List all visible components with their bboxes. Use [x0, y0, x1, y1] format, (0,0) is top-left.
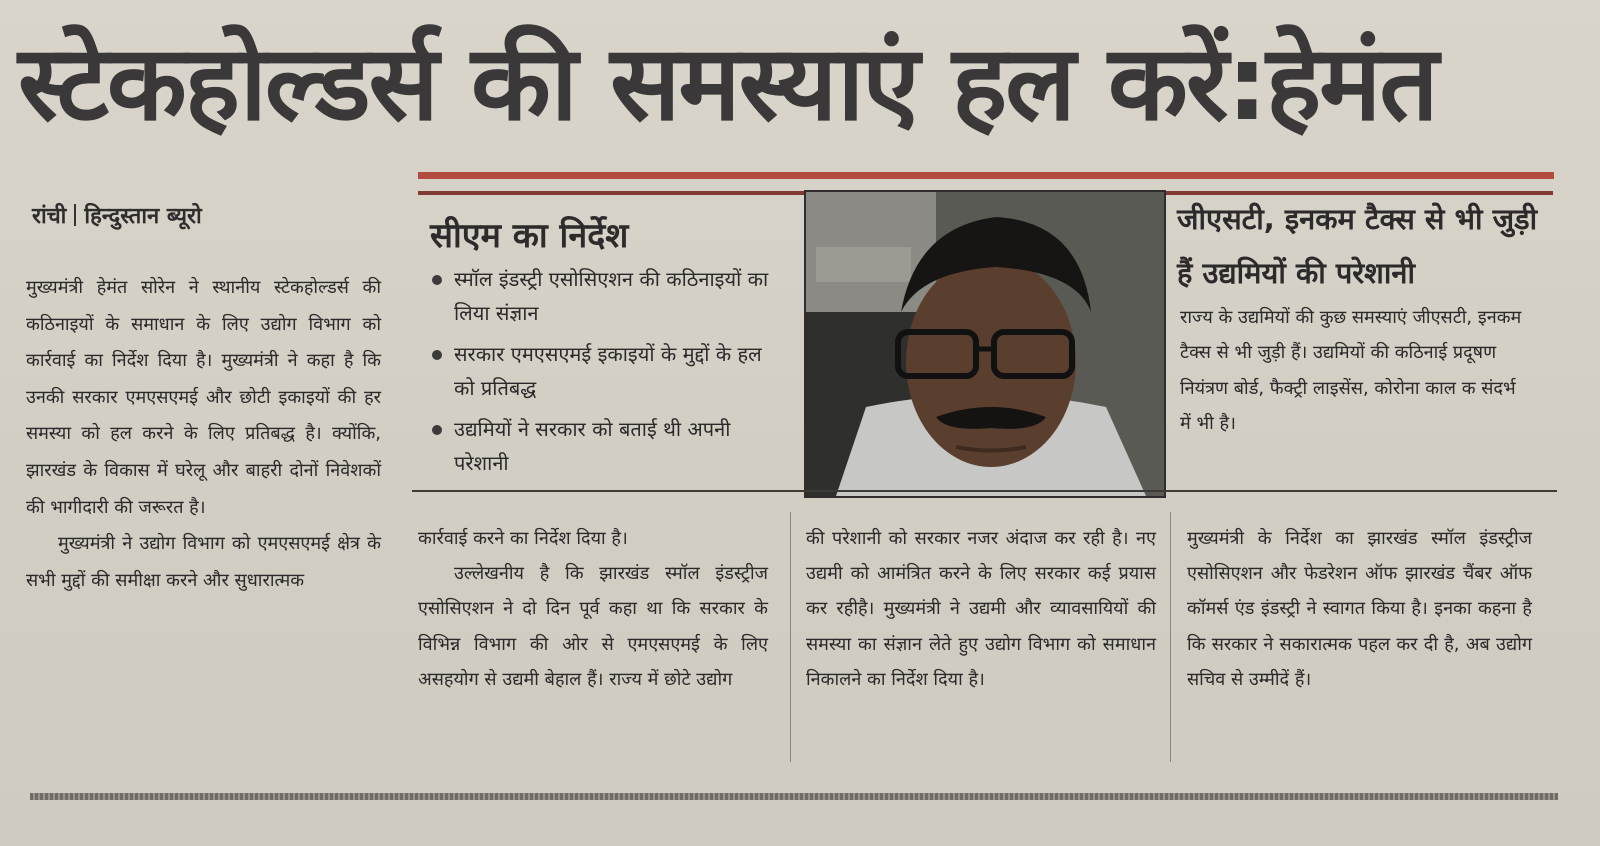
section-divider: [412, 490, 1557, 492]
highlight-item: [428, 412, 778, 480]
col1-paragraph-1: मुख्यमंत्री हेमंत सोरेन ने स्थानीय स्टेकहोल्डर्स की कठिनाइयों के समाधान के लिए उद्योग विभाग को कार्रवाई का निर्देश दिया है। मुख्यमंत्री ने कहा है कि उनकी सरकार एमएसएमई और छोटी इकाइयों की हर समस्या को हल करने के लिए प्रतिबद्ध है। क्योंकि, झारखंड के विकास में घरेलू और बाहरी दोनों निवेशकों की भागीदारी की जरूरत है।: [26, 277, 381, 518]
byline: [32, 200, 202, 234]
highlights-list: [428, 262, 778, 487]
col4-paragraph-1: मुख्यमंत्री के निर्देश का झारखंड स्मॉल इंडस्ट्रीज एसोसिएशन और फेडरेशन ऑफ झारखंड चैंबर ऑफ कॉमर्स एंड इंडस्ट्री ने स्वागत किया है। इनका कहना है कि सरकार ने सकारात्मक पहल कर दी है, अब उद्योग सचिव से उम्मीदें हैं।: [1187, 528, 1532, 690]
highlight-text: स्मॉल इंडस्ट्री एसोसिएशन की कठिनाइयों का लिया संज्ञान: [454, 267, 769, 325]
highlight-item: [428, 262, 778, 330]
byline-agency: हिन्दुस्तान ब्यूरो: [84, 204, 202, 229]
highlights-box: [412, 198, 805, 488]
bullet-icon: [432, 275, 442, 285]
bottom-rule: [30, 793, 1558, 800]
column-divider: [1170, 512, 1171, 762]
highlight-text: सरकार एमएसएमई इकाइयों के मुद्दों के हल को प्रतिबद्ध: [454, 342, 762, 400]
article-column-1: [26, 270, 381, 599]
byline-place: रांची: [32, 204, 67, 229]
col1-paragraph-2: मुख्यमंत्री ने उद्योग विभाग को एमएसएमई क्षेत्र के सभी मुद्दों की समीक्षा करने और सुधारात्मक: [26, 533, 381, 591]
byline-separator: [74, 204, 76, 226]
highlight-item: [428, 337, 778, 405]
portrait-illustration: [806, 192, 1164, 496]
bullet-icon: [432, 425, 442, 435]
article-column-4: [1187, 521, 1532, 697]
side-body: राज्य के उद्यमियों की कुछ समस्याएं जीएसटी, इनकम टैक्स से भी जुड़ी हैं। उद्यमियों की कठिनाई प्रदूषण नियंत्रण बोर्ड, फैक्ट्री लाइसेंस, कोरोना काल क संदर्भ में भी है।: [1180, 307, 1522, 435]
headline: स्टेकहोल्डर्स की समस्याएं हल करें:हेमंत: [18, 22, 1437, 144]
col2-paragraph-2: उल्लेखनीय है कि झारखंड स्मॉल इंडस्ट्रीज एसोसिएशन ने दो दिन पूर्व कहा था कि सरकार के विभिन्न विभाग की ओर से एमएसएमई के लिए असहयोग से उद्यमी बेहाल हैं। राज्य में छोटे उद्योग: [418, 563, 768, 690]
highlights-title: सीएम का निर्देश: [430, 216, 629, 256]
bullet-icon: [432, 350, 442, 360]
column-divider: [790, 512, 791, 762]
highlight-text: उद्यमियों ने सरकार को बताई थी अपनी परेशानी: [454, 417, 731, 475]
side-heading: जीएसटी, इनकम टैक्स से भी जुड़ी हैं उद्यमियों की परेशानी: [1177, 202, 1538, 290]
article-column-2: [418, 521, 768, 697]
article-column-3: [806, 521, 1156, 697]
col3-paragraph-1: की परेशानी को सरकार नजर अंदाज कर रही है। नए उद्यमी को आमंत्रित करने के लिए सरकार कई प्रयास कर रहीहै। मुख्यमंत्री ने उद्यमी और व्यावसायियों की समस्या का संज्ञान लेते हुए उद्योग विभाग को समाधान निकालने का निर्देश दिया है।: [806, 528, 1156, 690]
headline-rule: [418, 172, 1554, 179]
col2-paragraph-1: कार्रवाई करने का निर्देश दिया है।: [418, 528, 628, 549]
portrait-photo: [804, 190, 1166, 498]
